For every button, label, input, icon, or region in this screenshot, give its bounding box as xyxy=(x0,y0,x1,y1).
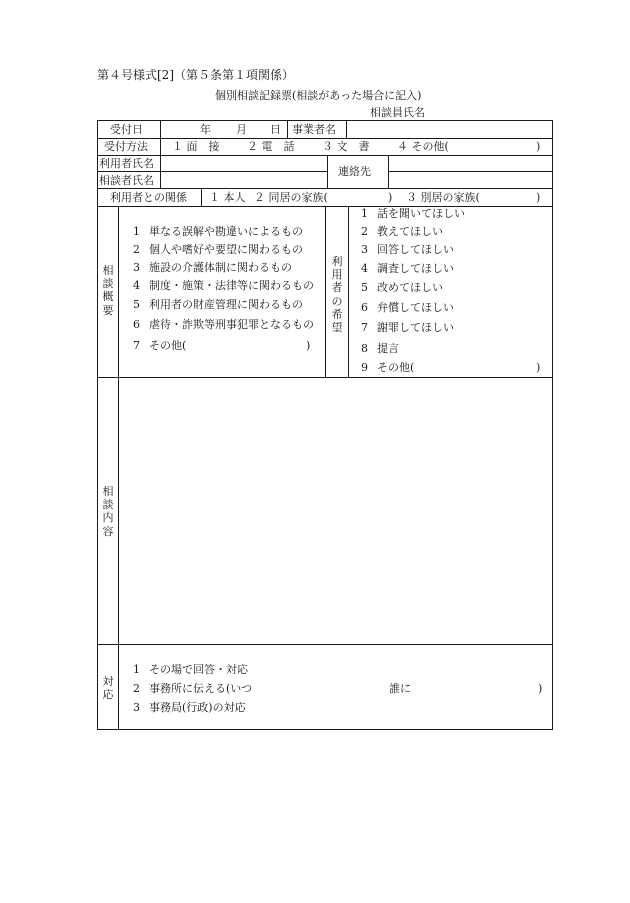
wishes-item-num: 1 xyxy=(361,207,368,220)
contact-field-1[interactable] xyxy=(389,156,551,170)
col-divider-business-left xyxy=(287,120,288,138)
contact-label: 連絡先 xyxy=(338,165,371,178)
wishes-label-char: の xyxy=(331,294,343,308)
list-item[interactable] xyxy=(361,226,443,237)
overview-item-text: 制度・施策・法律等に関わるもの xyxy=(149,279,314,292)
overview-item-num: 6 xyxy=(133,318,140,331)
business-name-label: 事業者名 xyxy=(292,123,336,136)
wishes-other-close: ) xyxy=(536,361,541,374)
wishes-item-text: 教えてほしい xyxy=(377,225,443,238)
form-title: 個別相談記録票(相談があった場合に記入) xyxy=(215,89,422,102)
response-label xyxy=(101,675,115,701)
overview-label xyxy=(101,264,115,317)
list-item[interactable] xyxy=(133,262,292,273)
wishes-label-char: 者 xyxy=(331,281,343,295)
content-label-char: 内 xyxy=(102,511,114,525)
row-divider-relation xyxy=(97,188,552,189)
list-item[interactable] xyxy=(133,299,303,310)
response-label-char: 応 xyxy=(102,688,114,702)
row-divider-response xyxy=(97,644,552,645)
list-item[interactable] xyxy=(361,244,454,255)
overview-other-close: ) xyxy=(306,339,311,352)
content-label xyxy=(101,485,115,538)
contact-field-2[interactable] xyxy=(389,172,551,187)
wishes-item-text: 回答してほしい xyxy=(377,243,454,256)
col-divider-date xyxy=(160,120,161,138)
relation-cohabiting-close: ) xyxy=(388,191,393,204)
wishes-item-num: 8 xyxy=(361,342,368,355)
method-option-other[interactable]: ４ その他( xyxy=(397,140,449,153)
consultant-name-field[interactable] xyxy=(161,172,326,187)
relation-option-separate[interactable]: ３ 別居の家族( xyxy=(406,191,480,204)
wishes-item-num: 3 xyxy=(361,243,368,256)
wishes-item-text: 話を聞いてほしい xyxy=(377,207,465,220)
col-divider-relation xyxy=(201,188,202,206)
list-item[interactable] xyxy=(133,226,303,237)
relation-separate-close: ) xyxy=(536,191,541,204)
response-to-whom-label: 誰に xyxy=(389,682,411,695)
overview-item-num: 7 xyxy=(133,339,140,352)
reception-method-label: 受付方法 xyxy=(104,140,148,153)
overview-item-num: 1 xyxy=(133,225,140,238)
response-close: ) xyxy=(538,682,543,695)
list-item[interactable] xyxy=(133,683,252,694)
overview-item-text: 利用者の財産管理に関わるもの xyxy=(149,298,303,311)
list-item[interactable] xyxy=(133,702,246,713)
wishes-label-char: 望 xyxy=(331,320,343,334)
month-label: 月 xyxy=(236,123,247,136)
list-item[interactable] xyxy=(361,208,465,219)
content-label-char: 相 xyxy=(102,485,114,498)
wishes-item-num: 7 xyxy=(361,321,368,334)
overview-item-text: 個人や嗜好や要望に関わるもの xyxy=(149,243,303,256)
table-left-border xyxy=(97,120,98,730)
overview-label-char: 相 xyxy=(102,264,114,277)
overview-label-char: 談 xyxy=(102,277,114,291)
user-name-field[interactable] xyxy=(161,156,326,170)
method-option-document[interactable]: ３ 文 書 xyxy=(322,140,370,153)
wishes-item-num: 6 xyxy=(361,301,368,314)
wishes-label xyxy=(329,255,345,334)
list-item[interactable] xyxy=(361,362,414,373)
wishes-item-num: 5 xyxy=(361,281,368,294)
col-divider-contact-left xyxy=(327,155,328,188)
overview-item-num: 2 xyxy=(133,243,140,256)
staff-name-label: 相談員氏名 xyxy=(370,106,425,119)
row-divider-method xyxy=(97,138,552,139)
overview-item-text: 施設の介護体制に関わるもの xyxy=(149,261,292,274)
list-item[interactable] xyxy=(133,340,186,351)
wishes-item-num: 2 xyxy=(361,225,368,238)
content-label-char: 談 xyxy=(102,498,114,512)
wishes-item-text: その他( xyxy=(377,361,415,374)
form-number: 第４号様式[2]（第５条第１項関係） xyxy=(97,68,294,82)
wishes-item-text: 調査してほしい xyxy=(377,262,454,275)
list-item[interactable] xyxy=(133,664,248,675)
list-item[interactable] xyxy=(133,244,303,255)
overview-item-num: 3 xyxy=(133,261,140,274)
consultant-name-label: 相談者氏名 xyxy=(99,174,154,187)
response-item-num: 3 xyxy=(133,701,140,714)
list-item[interactable] xyxy=(361,343,399,354)
overview-item-num: 5 xyxy=(133,298,140,311)
wishes-label-char: 希 xyxy=(331,307,343,321)
list-item[interactable] xyxy=(361,263,454,274)
table-right-border xyxy=(552,120,553,730)
col-divider-wishes-left xyxy=(325,206,326,377)
col-divider-method xyxy=(160,138,161,155)
day-label: 日 xyxy=(270,123,281,136)
wishes-label-char: 利 xyxy=(331,255,343,268)
wishes-item-text: 弁償してほしい xyxy=(377,301,454,314)
list-item[interactable] xyxy=(361,322,454,333)
consultation-content-field[interactable] xyxy=(119,378,551,643)
overview-label-char: 概 xyxy=(102,290,114,304)
response-item-num: 1 xyxy=(133,663,140,676)
wishes-item-text: 提言 xyxy=(377,342,399,355)
content-label-char: 容 xyxy=(102,524,114,538)
method-option-phone[interactable]: ２ 電 話 xyxy=(247,140,295,153)
relation-option-cohabiting[interactable]: ２ 同居の家族( xyxy=(254,191,328,204)
overview-item-text: 虐待・詐欺等刑事犯罪となるもの xyxy=(149,318,314,331)
method-option-interview[interactable]: １ 面 接 xyxy=(172,140,220,153)
list-item[interactable] xyxy=(361,282,443,293)
table-bottom-border xyxy=(97,729,552,730)
response-item-text: 事務局(行政)の対応 xyxy=(149,701,246,714)
user-name-label: 利用者氏名 xyxy=(99,157,154,170)
col-divider-overview-label xyxy=(118,206,119,377)
wishes-item-text: 改めてほしい xyxy=(377,281,443,294)
year-label: 年 xyxy=(200,123,211,136)
overview-item-text: その他( xyxy=(149,339,187,352)
overview-item-num: 4 xyxy=(133,279,140,292)
col-divider-wishes-right xyxy=(348,206,349,377)
list-item[interactable] xyxy=(133,319,314,330)
response-label-char: 対 xyxy=(102,675,114,688)
method-other-close: ) xyxy=(536,140,541,153)
overview-label-char: 要 xyxy=(102,303,114,317)
business-name-field[interactable] xyxy=(347,121,551,137)
response-item-text: その場で回答・対応 xyxy=(149,663,248,676)
wishes-label-char: 用 xyxy=(331,268,343,282)
relation-label: 利用者との関係 xyxy=(110,191,187,204)
reception-date-label: 受付日 xyxy=(110,123,143,136)
relation-option-self[interactable]: １ 本人 xyxy=(209,191,246,204)
wishes-item-text: 謝罪してほしい xyxy=(377,321,454,334)
overview-item-text: 単なる誤解や勘違いによるもの xyxy=(149,225,303,238)
response-item-text: 事務所に伝える(いつ xyxy=(149,682,253,695)
list-item[interactable] xyxy=(133,280,314,291)
wishes-item-num: 9 xyxy=(361,361,368,374)
wishes-item-num: 4 xyxy=(361,262,368,275)
list-item[interactable] xyxy=(361,302,454,313)
response-item-num: 2 xyxy=(133,682,140,695)
